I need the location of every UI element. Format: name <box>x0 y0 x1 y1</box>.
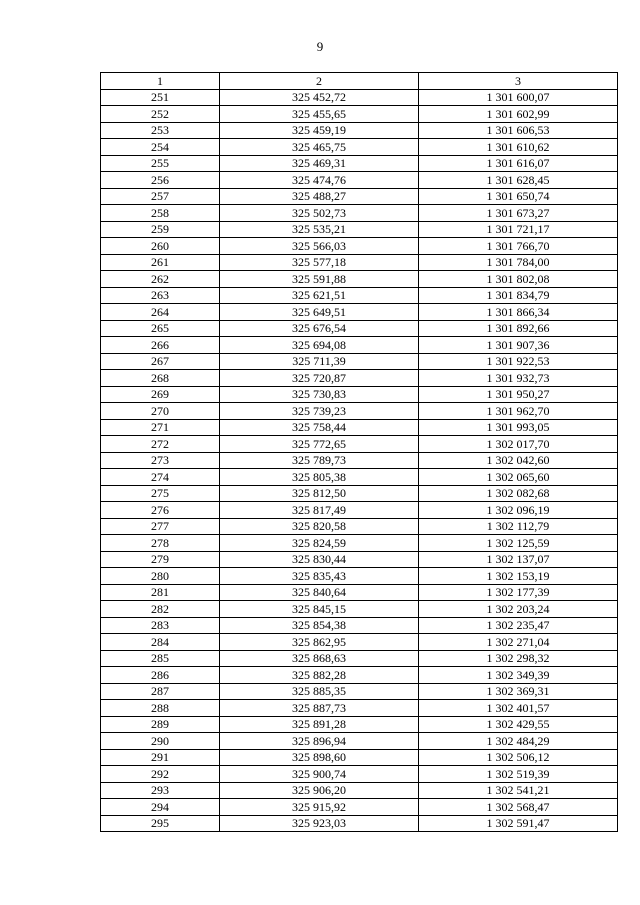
cell-coordinate-y: 1 302 519,39 <box>419 766 618 783</box>
cell-coordinate-x: 325 488,27 <box>220 188 419 205</box>
cell-coordinate-y: 1 301 892,66 <box>419 320 618 337</box>
cell-point-number: 290 <box>101 733 220 750</box>
cell-coordinate-x: 325 900,74 <box>220 766 419 783</box>
cell-coordinate-y: 1 301 866,34 <box>419 304 618 321</box>
cell-coordinate-y: 1 302 568,47 <box>419 799 618 816</box>
cell-coordinate-y: 1 301 616,07 <box>419 155 618 172</box>
table-row <box>101 716 618 733</box>
cell-coordinate-y: 1 302 153,19 <box>419 568 618 585</box>
cell-point-number: 278 <box>101 535 220 552</box>
cell-coordinate-x: 325 923,03 <box>220 815 419 832</box>
cell-coordinate-x: 325 862,95 <box>220 634 419 651</box>
cell-point-number: 294 <box>101 799 220 816</box>
table-row <box>101 337 618 354</box>
cell-coordinate-y: 1 301 784,00 <box>419 254 618 271</box>
table-row <box>101 502 618 519</box>
cell-coordinate-y: 1 302 137,07 <box>419 551 618 568</box>
table-row <box>101 205 618 222</box>
cell-coordinate-x: 325 465,75 <box>220 139 419 156</box>
cell-coordinate-y: 1 301 606,53 <box>419 122 618 139</box>
cell-coordinate-x: 325 885,35 <box>220 683 419 700</box>
cell-point-number: 254 <box>101 139 220 156</box>
cell-coordinate-x: 325 887,73 <box>220 700 419 717</box>
cell-coordinate-x: 325 845,15 <box>220 601 419 618</box>
cell-coordinate-x: 325 469,31 <box>220 155 419 172</box>
cell-coordinate-x: 325 711,39 <box>220 353 419 370</box>
table-row <box>101 106 618 123</box>
table-row <box>101 238 618 255</box>
table-row <box>101 452 618 469</box>
table-row <box>101 403 618 420</box>
cell-coordinate-x: 325 820,58 <box>220 518 419 535</box>
cell-point-number: 264 <box>101 304 220 321</box>
cell-coordinate-x: 325 566,03 <box>220 238 419 255</box>
table-row <box>101 386 618 403</box>
table-row <box>101 568 618 585</box>
cell-coordinate-y: 1 302 484,29 <box>419 733 618 750</box>
cell-point-number: 265 <box>101 320 220 337</box>
cell-coordinate-y: 1 302 125,59 <box>419 535 618 552</box>
cell-point-number: 288 <box>101 700 220 717</box>
cell-coordinate-x: 325 915,92 <box>220 799 419 816</box>
page-number: 9 <box>316 39 324 54</box>
cell-coordinate-x: 325 805,38 <box>220 469 419 486</box>
table-row <box>101 320 618 337</box>
table-row <box>101 667 618 684</box>
table-row <box>101 683 618 700</box>
cell-coordinate-x: 325 896,94 <box>220 733 419 750</box>
table-row <box>101 700 618 717</box>
cell-coordinate-x: 325 882,28 <box>220 667 419 684</box>
table-header-row <box>101 73 618 90</box>
table-row <box>101 436 618 453</box>
cell-coordinate-x: 325 824,59 <box>220 535 419 552</box>
table-row <box>101 419 618 436</box>
cell-point-number: 282 <box>101 601 220 618</box>
cell-coordinate-x: 325 694,08 <box>220 337 419 354</box>
cell-coordinate-y: 1 301 932,73 <box>419 370 618 387</box>
cell-coordinate-y: 1 302 082,68 <box>419 485 618 502</box>
cell-coordinate-x: 325 854,38 <box>220 617 419 634</box>
cell-coordinate-y: 1 301 950,27 <box>419 386 618 403</box>
cell-coordinate-x: 325 817,49 <box>220 502 419 519</box>
table-row <box>101 617 618 634</box>
cell-coordinate-y: 1 302 541,21 <box>419 782 618 799</box>
cell-coordinate-x: 325 676,54 <box>220 320 419 337</box>
column-header-2: 2 <box>220 73 419 90</box>
cell-point-number: 281 <box>101 584 220 601</box>
cell-coordinate-x: 325 459,19 <box>220 122 419 139</box>
cell-point-number: 270 <box>101 403 220 420</box>
cell-point-number: 284 <box>101 634 220 651</box>
cell-coordinate-y: 1 302 112,79 <box>419 518 618 535</box>
cell-coordinate-y: 1 301 600,07 <box>419 89 618 106</box>
cell-point-number: 285 <box>101 650 220 667</box>
cell-coordinate-y: 1 302 096,19 <box>419 502 618 519</box>
cell-point-number: 256 <box>101 172 220 189</box>
cell-coordinate-x: 325 720,87 <box>220 370 419 387</box>
cell-point-number: 276 <box>101 502 220 519</box>
cell-point-number: 263 <box>101 287 220 304</box>
coordinates-table <box>100 72 618 832</box>
cell-point-number: 257 <box>101 188 220 205</box>
cell-point-number: 253 <box>101 122 220 139</box>
cell-point-number: 255 <box>101 155 220 172</box>
table-row <box>101 254 618 271</box>
cell-point-number: 275 <box>101 485 220 502</box>
cell-point-number: 266 <box>101 337 220 354</box>
cell-coordinate-y: 1 302 235,47 <box>419 617 618 634</box>
cell-coordinate-y: 1 301 721,17 <box>419 221 618 238</box>
cell-coordinate-x: 325 906,20 <box>220 782 419 799</box>
table-row <box>101 469 618 486</box>
table-row <box>101 188 618 205</box>
cell-point-number: 268 <box>101 370 220 387</box>
cell-coordinate-y: 1 302 506,12 <box>419 749 618 766</box>
table-row <box>101 221 618 238</box>
cell-coordinate-x: 325 535,21 <box>220 221 419 238</box>
cell-coordinate-x: 325 730,83 <box>220 386 419 403</box>
cell-coordinate-x: 325 502,73 <box>220 205 419 222</box>
cell-coordinate-y: 1 302 017,70 <box>419 436 618 453</box>
table-row <box>101 353 618 370</box>
cell-coordinate-y: 1 301 907,36 <box>419 337 618 354</box>
cell-coordinate-x: 325 452,72 <box>220 89 419 106</box>
cell-point-number: 286 <box>101 667 220 684</box>
cell-coordinate-y: 1 301 922,53 <box>419 353 618 370</box>
cell-coordinate-x: 325 649,51 <box>220 304 419 321</box>
table-row <box>101 370 618 387</box>
cell-coordinate-x: 325 577,18 <box>220 254 419 271</box>
cell-coordinate-y: 1 302 369,31 <box>419 683 618 700</box>
cell-point-number: 269 <box>101 386 220 403</box>
cell-point-number: 289 <box>101 716 220 733</box>
cell-coordinate-x: 325 739,23 <box>220 403 419 420</box>
cell-coordinate-x: 325 474,76 <box>220 172 419 189</box>
cell-coordinate-y: 1 301 628,45 <box>419 172 618 189</box>
cell-coordinate-y: 1 302 401,57 <box>419 700 618 717</box>
cell-point-number: 287 <box>101 683 220 700</box>
cell-point-number: 277 <box>101 518 220 535</box>
table-row <box>101 733 618 750</box>
cell-coordinate-x: 325 591,88 <box>220 271 419 288</box>
cell-point-number: 267 <box>101 353 220 370</box>
table-row <box>101 766 618 783</box>
table-row <box>101 122 618 139</box>
table-row <box>101 584 618 601</box>
cell-coordinate-y: 1 302 065,60 <box>419 469 618 486</box>
table-row <box>101 799 618 816</box>
table-row <box>101 815 618 832</box>
cell-coordinate-x: 325 789,73 <box>220 452 419 469</box>
cell-point-number: 274 <box>101 469 220 486</box>
cell-point-number: 272 <box>101 436 220 453</box>
cell-coordinate-y: 1 301 802,08 <box>419 271 618 288</box>
cell-coordinate-x: 325 840,64 <box>220 584 419 601</box>
cell-point-number: 260 <box>101 238 220 255</box>
cell-point-number: 261 <box>101 254 220 271</box>
cell-coordinate-x: 325 812,50 <box>220 485 419 502</box>
cell-point-number: 271 <box>101 419 220 436</box>
table-row <box>101 601 618 618</box>
table-row <box>101 304 618 321</box>
table-row <box>101 155 618 172</box>
cell-point-number: 292 <box>101 766 220 783</box>
table-body <box>101 89 618 832</box>
cell-coordinate-y: 1 301 602,99 <box>419 106 618 123</box>
cell-coordinate-x: 325 621,51 <box>220 287 419 304</box>
cell-coordinate-y: 1 301 673,27 <box>419 205 618 222</box>
cell-point-number: 259 <box>101 221 220 238</box>
cell-point-number: 295 <box>101 815 220 832</box>
cell-point-number: 262 <box>101 271 220 288</box>
cell-coordinate-y: 1 301 962,70 <box>419 403 618 420</box>
cell-coordinate-x: 325 772,65 <box>220 436 419 453</box>
cell-point-number: 283 <box>101 617 220 634</box>
table-row <box>101 782 618 799</box>
table-row <box>101 650 618 667</box>
cell-coordinate-y: 1 301 610,62 <box>419 139 618 156</box>
cell-point-number: 293 <box>101 782 220 799</box>
cell-coordinate-y: 1 302 177,39 <box>419 584 618 601</box>
cell-coordinate-y: 1 302 271,04 <box>419 634 618 651</box>
cell-coordinate-x: 325 868,63 <box>220 650 419 667</box>
cell-point-number: 291 <box>101 749 220 766</box>
column-header-3: 3 <box>419 73 618 90</box>
table-row <box>101 271 618 288</box>
cell-coordinate-y: 1 302 203,24 <box>419 601 618 618</box>
cell-coordinate-x: 325 455,65 <box>220 106 419 123</box>
cell-coordinate-y: 1 302 349,39 <box>419 667 618 684</box>
table-row <box>101 485 618 502</box>
table-row <box>101 749 618 766</box>
cell-coordinate-y: 1 302 429,55 <box>419 716 618 733</box>
table-row <box>101 139 618 156</box>
cell-coordinate-x: 325 891,28 <box>220 716 419 733</box>
cell-coordinate-x: 325 835,43 <box>220 568 419 585</box>
cell-coordinate-y: 1 302 591,47 <box>419 815 618 832</box>
cell-coordinate-y: 1 301 650,74 <box>419 188 618 205</box>
table-row <box>101 518 618 535</box>
cell-coordinate-y: 1 301 834,79 <box>419 287 618 304</box>
cell-coordinate-x: 325 758,44 <box>220 419 419 436</box>
table-row <box>101 172 618 189</box>
table-row <box>101 551 618 568</box>
table-row <box>101 89 618 106</box>
cell-coordinate-x: 325 898,60 <box>220 749 419 766</box>
table-row <box>101 535 618 552</box>
cell-coordinate-y: 1 302 298,32 <box>419 650 618 667</box>
cell-point-number: 279 <box>101 551 220 568</box>
cell-point-number: 280 <box>101 568 220 585</box>
cell-point-number: 273 <box>101 452 220 469</box>
cell-coordinate-y: 1 302 042,60 <box>419 452 618 469</box>
column-header-1: 1 <box>101 73 220 90</box>
cell-coordinate-y: 1 301 993,05 <box>419 419 618 436</box>
table-row <box>101 287 618 304</box>
table-row <box>101 634 618 651</box>
cell-point-number: 258 <box>101 205 220 222</box>
cell-point-number: 252 <box>101 106 220 123</box>
cell-point-number: 251 <box>101 89 220 106</box>
cell-coordinate-x: 325 830,44 <box>220 551 419 568</box>
cell-coordinate-y: 1 301 766,70 <box>419 238 618 255</box>
